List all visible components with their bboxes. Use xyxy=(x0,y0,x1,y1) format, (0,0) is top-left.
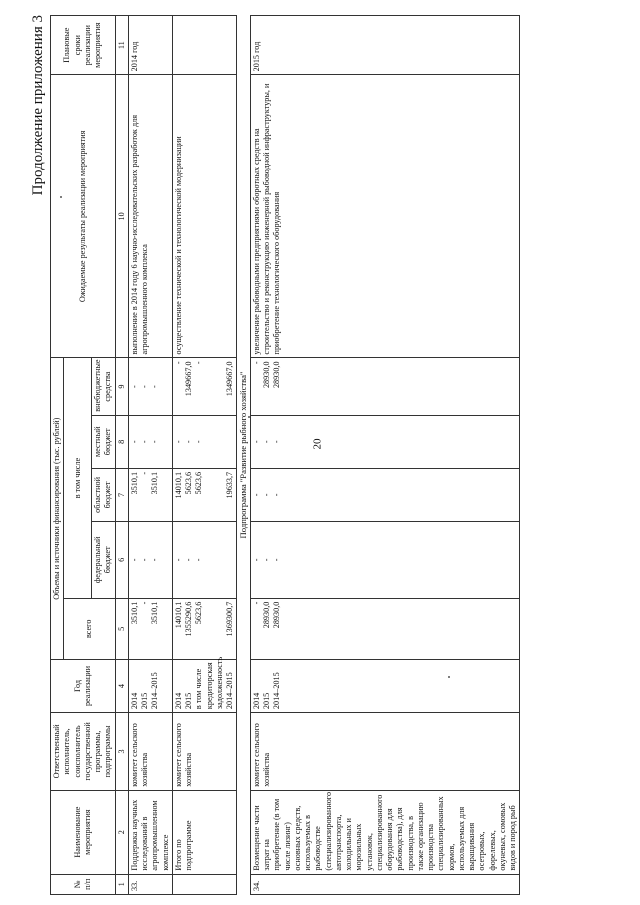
header-terms: Плановые сроки реализации мероприятия xyxy=(51,16,116,75)
header-num: № п/п xyxy=(51,874,116,894)
federal-value: - xyxy=(173,558,183,562)
offbudget-cell xyxy=(128,358,172,415)
local-cell xyxy=(128,415,172,468)
header-regional: областной бюджет xyxy=(92,468,116,521)
header-federal: федеральный бюджет xyxy=(92,522,116,599)
local-value: - xyxy=(262,440,272,444)
header-funding: Объемы и источники финансирования (тыс. рублей) xyxy=(51,358,64,660)
total-value: - xyxy=(140,601,149,605)
local-value: - xyxy=(194,440,204,444)
planned-term: 2015 год xyxy=(250,16,520,75)
offbudget-value: 28930,0 xyxy=(262,361,272,389)
federal-value: - xyxy=(184,558,193,562)
column-index: 11 xyxy=(115,16,128,75)
activity-name: Возмещение части затрат на приобретение (в том числе лизинг) основных средств, используемых в рыбоводстве (специализированного автотранспорта, холодильных и морозильных установок, специализированного оборудования для рыбоводства), для производства, в также организацию производства специализированных кормов, используемых для выращивания осетровых, форелевых, окуневых, сомовых видов и пород рыб xyxy=(250,790,520,874)
executor: комитет сельского хозяйства xyxy=(128,713,172,791)
regional-cell xyxy=(128,468,172,521)
table-row xyxy=(250,16,520,895)
offbudget-value: - xyxy=(150,385,160,388)
federal-value: - xyxy=(140,558,149,562)
column-index: 10 xyxy=(115,75,128,358)
year-value: в том числе кредиторская задолженность xyxy=(194,656,224,710)
total-value: 28930,0 xyxy=(262,601,272,629)
regional-value: - xyxy=(251,493,261,497)
year-value: 2014 xyxy=(173,692,183,710)
local-value: - xyxy=(173,440,183,444)
local-value: - xyxy=(251,440,261,444)
planned-term: 2014 год xyxy=(128,16,172,75)
table-row xyxy=(128,16,172,895)
regional-cell xyxy=(172,468,237,521)
header-year: Год реализации xyxy=(51,659,116,712)
page-number: 20 xyxy=(311,438,324,450)
regional-value: - xyxy=(272,493,282,497)
program-table xyxy=(50,15,520,895)
regional-cell xyxy=(250,468,520,521)
header-results: Ожидаемые результаты реализации мероприятия xyxy=(51,75,116,358)
column-index: 9 xyxy=(115,358,128,415)
total-value: 3510,1 xyxy=(150,601,160,625)
federal-value: - xyxy=(194,558,204,562)
column-index-row xyxy=(115,16,128,895)
total-cell xyxy=(250,598,520,659)
offbudget-value: - xyxy=(251,361,261,365)
row-number: 34. xyxy=(250,874,520,894)
continuation-heading: Продолжение приложения 3 xyxy=(30,15,46,196)
federal-cell xyxy=(250,522,520,599)
rotated-page-content xyxy=(30,15,610,895)
expected-result: увеличение рыбоводными предприятиями оборотных средств на строительство и реконструкцию инженерной рыбоводной инфраструктуры, и приобретение технологического оборудования xyxy=(250,75,520,358)
header-name: Наименование мероприятия xyxy=(51,790,116,874)
years-cell xyxy=(172,656,237,712)
regional-value: 3510,1 xyxy=(150,471,160,495)
expected-result: выполнение в 2014 году 6 научно-исследовательских разработок для агропромышленного комплекса xyxy=(128,75,172,358)
executor: комитет сельского хозяйства xyxy=(172,713,237,791)
regional-value: - xyxy=(140,471,149,475)
column-index: 8 xyxy=(115,415,128,468)
offbudget-value: - xyxy=(140,385,149,388)
regional-value: 5623,6 xyxy=(194,471,204,495)
federal-value: - xyxy=(150,558,160,562)
federal-value: - xyxy=(272,558,282,562)
header-offbudget: внебюджетные средства xyxy=(92,358,116,415)
year-value: 2014 xyxy=(251,692,261,710)
row-number: 33. xyxy=(128,874,172,894)
year-value: 2015 xyxy=(262,692,272,710)
offbudget-cell xyxy=(250,358,520,415)
regional-value: 19633,7 xyxy=(224,471,234,499)
header-in-that: в том числе xyxy=(64,358,92,598)
offbudget-value: - xyxy=(173,361,183,365)
total-cell xyxy=(128,598,172,659)
column-index: 3 xyxy=(115,713,128,791)
total-cell xyxy=(172,598,237,659)
total-value: 3510,1 xyxy=(129,601,139,625)
local-value: - xyxy=(272,440,282,444)
offbudget-value: - xyxy=(129,385,139,388)
column-index: 7 xyxy=(115,468,128,521)
column-index: 6 xyxy=(115,522,128,599)
years-cell xyxy=(250,659,520,712)
column-index: 5 xyxy=(115,598,128,659)
offbudget-value: 1349667,0 xyxy=(184,361,193,397)
header-local: местный бюджет xyxy=(92,415,116,468)
regional-value: 3510,1 xyxy=(129,471,139,495)
total-value: 14010,1 xyxy=(173,601,183,629)
federal-cell xyxy=(172,522,237,599)
offbudget-value: - xyxy=(194,361,204,365)
column-index: 4 xyxy=(115,659,128,712)
total-value: 28930,0 xyxy=(272,601,282,629)
local-value: - xyxy=(150,440,160,444)
federal-cell xyxy=(128,522,172,599)
header-total: всего xyxy=(64,598,115,659)
federal-value: - xyxy=(251,558,261,562)
table-row-total xyxy=(172,16,237,895)
years-cell xyxy=(128,659,172,712)
regional-value: 14010,1 xyxy=(173,471,183,499)
regional-value: - xyxy=(262,493,272,497)
column-index: 2 xyxy=(115,790,128,874)
local-value: - xyxy=(184,440,193,444)
offbudget-cell xyxy=(172,358,237,415)
year-value: 2015 xyxy=(140,692,149,710)
header-executor: Ответственный исполнитель, соисполнитель государственной программы, подпрограммы xyxy=(51,713,116,791)
year-value: 2014–2015 xyxy=(272,672,282,710)
federal-value: - xyxy=(129,558,139,562)
total-value: - xyxy=(251,601,261,605)
total-value: 1369300,7 xyxy=(224,601,234,637)
year-value: 2014 xyxy=(129,692,139,710)
total-value: 1355290,6 xyxy=(184,601,193,637)
year-value: 2014–2015 xyxy=(225,672,234,710)
local-value: - xyxy=(140,440,149,444)
offbudget-value: 1349667,0 xyxy=(224,361,234,397)
expected-result: осуществление технической и технологической модернизации xyxy=(172,75,237,358)
local-cell xyxy=(250,415,520,468)
year-value: 2015 xyxy=(184,692,193,710)
federal-value: - xyxy=(262,558,272,562)
activity-name: Поддержка научных исследований в агропромышленном комплексе xyxy=(128,790,172,874)
subprogram-row xyxy=(237,16,251,895)
activity-name: Итого по подпрограмме xyxy=(172,790,237,874)
offbudget-value: 28930,0 xyxy=(272,361,282,389)
total-value: 5623,6 xyxy=(194,601,204,625)
year-value: 2014–2015 xyxy=(150,672,160,710)
subprogram-title: Подпрограмма "Развитие рыбного хозяйства" xyxy=(237,16,251,895)
executor: комитет сельского хозяйства xyxy=(250,713,520,791)
local-value: - xyxy=(129,440,139,444)
local-cell xyxy=(172,415,237,468)
regional-value: 5623,6 xyxy=(184,471,193,495)
column-index: 1 xyxy=(115,874,128,894)
